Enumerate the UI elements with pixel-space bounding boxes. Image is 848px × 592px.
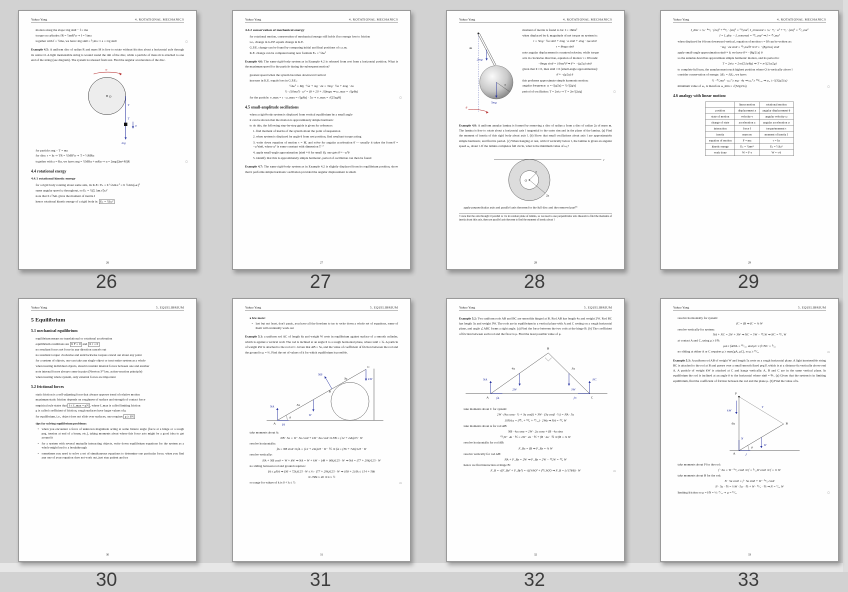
text-line: static friction is a self-adjusting force that always opposes trend of relative motion — [35, 392, 140, 397]
text-line: together with f = ½ma, we have: mg sinθ = ³⁄₂ma ⇒ a = ⅔g sinθ □ — [35, 39, 188, 43]
page-number-label-27: 27 — [309, 272, 332, 293]
segment-AB-label: 3a — [296, 402, 300, 407]
rod-length-label: 4a — [468, 45, 473, 50]
table-cell: state of motion — [706, 114, 735, 120]
text-line: take moments about P for the rod: — [677, 462, 721, 467]
rod-weight-label: W — [308, 412, 312, 417]
chapter-title: 5. EQUILIBRIUM — [155, 305, 184, 310]
rod-AB-length-label: 4a — [511, 366, 515, 371]
axis-l-label: l — [603, 157, 605, 162]
tension-label-2: T — [127, 116, 130, 121]
analogy-table — [705, 101, 793, 155]
solution-text-column — [518, 28, 616, 119]
theta-label: θ — [750, 445, 753, 450]
rod-peg-string-diagram — [673, 387, 826, 460]
example-label: Example 4.5: — [30, 48, 50, 52]
text-line: maximum static friction depends on roughness of surface and strength of contact force — [35, 398, 146, 402]
example-paragraph: Example 4.6: The same rigid-body system as in Example 4.2 is released from rest from a horizontal position. What is the maximum speed for the particle during the subsequent motion? — [244, 60, 398, 69]
section-heading: 5.1 mechanical equilibrium — [30, 328, 78, 333]
rod-AB-weight-label: 2W — [512, 387, 517, 392]
page-number-label-28: 28 — [523, 272, 546, 293]
page-body-bottom — [30, 148, 188, 204]
table-cell: mass m — [735, 132, 759, 138]
equation-line: ½Iω² = Mg · ½a + mg · 2a = 3mg · ½a + 4mg · 2a — [289, 84, 354, 88]
equation-line: NA + NB cosθ = W + kW ⇒ NA = W + kW − (48 + 96k)⁄125 · W ⇒ NA = (77 + 29k)⁄125 · W — [262, 458, 381, 463]
rod-weight-label: W — [763, 442, 767, 447]
text-line: equilibrium means no translational or rotational acceleration — [35, 336, 113, 341]
page-thumbnail-32[interactable] — [446, 298, 625, 562]
equation-line: NA + F_By = 2W ⇒ F_By = 2W − ¹³⁄₅W = ¹³⁄₈ W — [504, 457, 567, 462]
friction-A-label: fA — [281, 422, 285, 427]
equation-line: μA ≥ fA⁄NA = ¹⁵⁄₁₀₄ and μC ≥ fC⁄NC = ⁵⁄₃₂ — [723, 344, 776, 348]
page-thumbnail-33[interactable] — [660, 298, 839, 562]
sphere-radius-label: a — [504, 82, 506, 87]
table-cell: acceleration a — [735, 120, 759, 126]
text-line: moment of inertia is found to be: I = 16ma² — [522, 28, 578, 32]
right-strip — [843, 0, 848, 572]
equation-line: T = 2π⁄ω = 2π√(21a⁄8g) ⇒ T = π√(21a⁄2g) — [722, 62, 777, 66]
page-body-bottom — [245, 430, 402, 486]
qed-marker: □ — [613, 90, 616, 94]
boxed-formula: Eₖ = ½Iω² — [100, 199, 114, 204]
subsection-heading: 4.4.1 rotational kinetic energy — [30, 176, 76, 181]
qed-marker: □ — [827, 491, 830, 495]
rod-BC-weight-label: 3W — [570, 387, 576, 392]
qed-marker: □ — [827, 84, 830, 88]
table-cell: velocity v — [735, 114, 759, 120]
table-cell: displacement x — [735, 108, 759, 114]
table-cell: W = F·s — [735, 150, 759, 156]
table-cell: τ = Iα — [759, 138, 793, 144]
weight-label: mg — [121, 140, 126, 145]
page-thumbnail-30[interactable] — [18, 298, 197, 562]
table-cell: work done — [706, 150, 735, 156]
text-line: increase in K.E. equals loss in G.P.E.: — [249, 78, 298, 83]
alpha-label: α — [105, 67, 108, 72]
text-line: motion along the slope: mg sinθ − f = ma — [35, 28, 88, 32]
text-line: G.P.E. change can be found by comparing initial and final positions of c.o.m. — [249, 45, 348, 50]
table-cell: kinetic energy — [706, 144, 735, 150]
text-line: period of oscillation: T = 2π⁄ω ⇒ T = 2π√(2a⁄g) □ — [522, 89, 616, 94]
page-number-label-32: 32 — [523, 570, 546, 591]
qed-marker: □ — [185, 39, 188, 43]
equation-line: NB · 4a cosα = 2W · 2a cosα + fB · 4a sinα — [508, 429, 563, 434]
rod-weight-label: 2mg — [476, 57, 483, 62]
point-B-label: B — [785, 421, 788, 426]
sphere-weight-label: 5mg — [490, 100, 497, 105]
example-paragraph: Example 5.3: A uniform rod AB of weight W and length 5a rests on a rough horizontal plane. A light inextensible string BC is attached to the rod at B and passes over a small smooth fixed peg P, which is at a distance 6a vertically above end A. A particle of weight kW is attached at C and hangs vertically. A, B and C are in the same vertical plane. In equilibrium the rod is inclined at an angle θ to the horizontal where sinθ = ⅗. (a) Given that the system is in limiting equilibrium, find the coefficient of friction between the rod and the plane μ. (b) Find the value of k. — [672, 358, 826, 383]
point-C-label: C — [367, 364, 370, 369]
text-line: same angular speed ω throughout, so Eₖ = ½(Σ Δmᵢrᵢ²)ω² — [35, 188, 108, 193]
text-line: equilibrium conditions are Σ F = 0 and Σ τ = 0 — [35, 342, 99, 346]
page-thumbnail-26[interactable] — [18, 10, 197, 270]
author-name: Yuhao Yang — [244, 305, 262, 310]
page-number-label-29: 29 — [737, 272, 760, 293]
text-line: limiting friction so μ = f⁄N = ⅓ ⁄ ⁷⁄₁₀ ⇒ μ = ¹⁰⁄₂₁ □ — [677, 490, 830, 495]
equation-line: fA ≤ μNA ⇒ (36 + 72k)⁄125 · W ≤ ⅔ · (77 + 29k)⁄125 · W ⇒ 108 + 216k ≤ 154 + 58k — [268, 469, 375, 474]
equation-line: I_disc = ¼ · ⁴ᵐ⁄₃ · (2a)² + ⁴ᵐ⁄₃ · (2a)² = ²⁰⁄₃ma², I_removed = ¼ · ᵐ⁄₃ · a² + ᵐ⁄₃ · (2a)² = ¹⁷⁄₁₂ma² — [690, 28, 809, 32]
text-line: acts in clockwise direction, equation of motion τ = Iθ̈ reads: — [522, 56, 599, 60]
page-body — [31, 316, 184, 460]
page-body — [672, 28, 830, 98]
bullet-item: • when you encounter a force of unknown magnitude acting at some bizarre angle (force at a hinge or a rough peg, tension at end of a beam, etc.), taking moments about where this force acts might be a good idea to get around it — [42, 427, 184, 440]
text-line: greatest speed when the system becomes downward vertical — [249, 73, 326, 77]
text-line: no sliding at either A or C requires μ ≥ max(μA, μC), so μ ≥ ¹⁵⁄₃₂ □ — [677, 350, 830, 354]
point-B-label: B — [328, 389, 331, 394]
page-header — [673, 306, 826, 311]
table-cell: change of state — [706, 120, 735, 126]
text-line: for a system of objects, one can take any single object or treat entire system as a whole — [35, 358, 146, 363]
text-line: angular frequency: ω = √(g⁄2a) = ½√(2g⁄a) — [522, 84, 577, 88]
text-line: resolve horizontally for rod AB: — [463, 441, 505, 445]
boxed-formula: f ≤ f_max = μN — [68, 403, 89, 408]
example-4-8-text — [459, 123, 612, 149]
text-line: resolve vertically for rod AB: — [463, 452, 501, 456]
bold-lead-line: tips for solving equilibrium problems: — [35, 421, 87, 426]
text-line: resolve horizontally for system: — [677, 316, 718, 320]
bullet-item: • sometimes you need to solve a set of simultaneous equations to determine one particular force, when you find any one of your equation does not work out, just stay patient and try — [42, 451, 184, 460]
page-body-top — [459, 316, 612, 337]
page-header — [31, 306, 184, 311]
table-cell: Eₖ = ½Iω² — [759, 144, 793, 150]
page-number-label-26: 26 — [95, 272, 118, 293]
page-thumbnail-27[interactable] — [232, 10, 411, 270]
inner-radius-label: a — [535, 169, 537, 174]
page-header — [245, 306, 398, 311]
equation-line: fA = NB sinθ ⇒ fA = (12 + 24k)⁄25 · W · ⅗ ⇒ fA = (36 + 72k)⁄125 · W — [276, 447, 367, 451]
example-label: Example 4.6: — [244, 60, 264, 64]
page-number-label-31: 31 — [309, 570, 332, 591]
text-line: when a rigid-body system is displaced from vertical equilibrium by a small angle — [249, 113, 353, 117]
page-number-label-30: 30 — [95, 570, 118, 591]
normal-A-label: NA — [269, 404, 275, 409]
chapter-title: 4. ROTATIONAL MECHANICS — [134, 17, 184, 22]
segment-BC-label: 3a — [343, 376, 348, 381]
text-line: K.E. change can be computed using new formula Eₖ = ½Iω² — [249, 51, 326, 55]
example-paragraph: Example 5.2: Two uniform rods AB and BC are smoothly hinged at B. Rod AB has length 4a and weight 2W. Rod BC has length 3a and weight 3W. The rods are in equilibrium in a vertical plane with A and C resting on a rough horizontal plane, and angle ∠ABC forms a right angle. (a) Find the force between the two rods at the hinge B. (b) The coefficient of friction between each rod and the floor is μ. Find the least possible value of μ. — [458, 316, 612, 336]
normal-B-label: NB — [317, 372, 323, 377]
text-line: hence we find interaction at hinge B: — [463, 463, 511, 467]
equation-line: N · 5a · ⅘ = ⅓W · 5a · ⅗ + W · ⁵ᵃ⁄₂ · ⅘ ⇒ N = ⁷⁄₁₀ W — [715, 485, 784, 489]
accel-label: a — [134, 123, 137, 128]
text-line: consider conservation of energy: ΔEₖ = ΔEₚ, we have: — [677, 73, 747, 77]
equation-line: f · 6a = W · ⁵ᵃ⁄₂ cosθ ⇒ f = ⁵⁄₁₂W cosθ ⇒ f = ⅓ W — [718, 468, 781, 472]
tension-label-1: T — [127, 102, 130, 107]
page-body-top — [245, 316, 398, 355]
text-line: when treating whole system, only external forces are important — [35, 375, 116, 379]
section-heading: 4.5 small-amplitude oscillations — [244, 104, 299, 110]
example-paragraph: Example 5.1: a uniform rod AC of length 6a and weight W rests in equilibrium against surface of a smooth cylinder, which is against a vertical wall. The rod is inclined at an angle θ to a rough horizontal plane, where tanθ = ¾. A particle of weight kW is attached to the rod at C. Given that AB = 5a, and the value of coefficient of friction between the rod and the ground is μ = ⅔. Find the set of values of k for which equilibrium is possible. — [244, 335, 398, 355]
point-A-label: A — [486, 395, 489, 400]
text-line: torque on cylinder: fR = ½mR²α ⇒ f = ½ma — [35, 34, 92, 38]
chapter-title: 4. ROTATIONAL MECHANICS — [562, 17, 612, 22]
text-line: for the particle: v_max = r · ω_max = √(g⁄8a) · 5a ⇒ v_max = √(25ag⁄8) □ — [249, 95, 402, 100]
rod-BC-length-label: 3a — [571, 366, 575, 371]
example-label: Example 4.8: — [458, 123, 478, 128]
text-line: take moments about A for rod AB: — [463, 424, 508, 428]
outer-radius-label: 2a — [545, 193, 549, 198]
boxed-formula: Σ τ = 0 — [89, 342, 99, 346]
text-line: so range for values of k is 0 < k ≤ ½ □ — [249, 481, 402, 485]
equation-line: ½ · ²¹⁄₄ma² · ω₀² ≥ mg · 4a ⇒ ω₀² ≥ ³²ᵍ⁄₂₁ₐ ⇒ ω₀ ≥ √(32g⁄21a) — [711, 78, 788, 83]
text-line: no sliding between rod and ground requires: — [249, 464, 306, 468]
bullet-item: • for a system with several mutually interacting objects, write down equilibrium equations for the system as a whole might lead to a breakthrough — [42, 441, 184, 450]
equation-line: NA + NC = 2W + 3W ⇒ NC = 5W − ¹³⁄₅W ⇒ NC = ¹²⁄₅ W — [712, 333, 787, 337]
page-number: 27 — [319, 260, 323, 265]
page-header — [245, 18, 398, 23]
page-thumbnail-31[interactable] — [232, 298, 411, 562]
equation-line: N · 5a cosθ = f · 5a sinθ + W · ⁵ᵃ⁄₂ cosθ — [724, 479, 775, 483]
chapter-heading: 5 Equilibrium — [30, 316, 66, 323]
rod-cylinder-wall-diagram — [245, 359, 398, 429]
table-cell: linear motion — [735, 102, 759, 108]
page-body-top — [672, 316, 830, 384]
boxed-formula: Σ F = 0 — [71, 342, 81, 346]
numbered-item: 2. when system is displaced by angle θ from rest position, find resultant torque acting — [252, 135, 362, 139]
angle-label: θ — [465, 105, 468, 110]
text-line: given that θ ≈ 0, then sinθ ≈ θ (small-angle approximation): — [522, 67, 598, 71]
annulus-diagram — [459, 152, 612, 203]
height-6a-label: 6a — [731, 421, 735, 426]
table-cell: Eₖ = ½mv² — [735, 144, 759, 150]
page-body — [244, 28, 402, 175]
equation-line: F_B = √(F_Bx² + F_By²) = √((⅜W)² + (¹³⁄₈W)²) ⇒ F_B = (√178⁄8) · W □ — [490, 469, 616, 473]
author-name: Yuhao Yang — [30, 17, 48, 22]
text-line: take moments about A: — [249, 430, 279, 435]
friction-C-label: fC — [573, 395, 577, 400]
numbered-item: 3. write down equation of motion τ = Iθ̈, and solve for angular acceleration θ̈ — usually it takes the form θ̈ = −ω²sinθ, where ω² is some constant with dimension T⁻² — [252, 140, 398, 149]
equation-line: 10NA a = (²⁸⁄₅ + ⁵⁴⁄₅ + ²⁷⁄₁₀) · 2Wa ⇒ NA = ¹³⁄₅ W — [504, 418, 567, 423]
author-name: Yuhao Yang — [672, 17, 690, 22]
equation-line: τ = 5mg · ½a sinθ + 2mg · a sinθ + 2mg · ¼a sinθ — [533, 39, 597, 43]
section-heading: 5.2 frictional forces — [30, 384, 64, 389]
author-name: Yuhao Yang — [458, 17, 476, 22]
particle-weight-label: kW — [367, 376, 373, 381]
text-line: when displaced by θ from downward vertical, equation of motion τ = Iθ̈ can be written as: — [677, 39, 792, 44]
annulus-centre-label: O — [524, 178, 527, 183]
page-number: 32 — [533, 552, 537, 557]
equation-line: I = I_disc − I_removed = ⁶³⁄₁₂ma² ⇒ I = ²¹⁄₄ma² — [719, 34, 780, 38]
chapter-title: 5. EQUILIBRIUM — [797, 305, 826, 310]
example-label: Example 5.1: — [244, 335, 265, 339]
table-row — [706, 150, 794, 156]
equation-line: ¹³⁄₅W · 4a · ⅘ = 2W · 2a · ⅘ + fB · 4a · ⅗ ⇒ fB = ⅜ W — [500, 435, 571, 439]
normal-C-label: NC — [592, 377, 597, 382]
table-cell: interaction — [706, 126, 735, 132]
peg-P-label: P — [734, 391, 737, 396]
author-name: Yuhao Yang — [30, 305, 48, 310]
text-line: to do this, the following step-by-step guide is given for reference: — [249, 124, 333, 128]
section-heading: 4.6 analogy with linear motion: — [672, 93, 727, 98]
disc-string-diagram — [31, 66, 184, 146]
text-line: take moments about C for system: — [463, 407, 508, 411]
text-line: μ is called coefficient of friction, rough surfaces have larger values of μ — [35, 409, 127, 413]
page-body-top — [30, 28, 188, 63]
text-line: together with a = Rα, we have: mg = ½MRα + mRα ⇒ α = 2mg⁄(2m+M)R □ — [35, 159, 188, 164]
example-paragraph: Example 4.5: A uniform disc of radius R and mass M is free to rotate without friction about a horizontal axle through its centre O. A light inextensible string is wound round the rim of the disc, while a particle of mass m is attached to one end of the string (see diagram). The system is released from rest. Find the angular acceleration of the disc. — [30, 48, 184, 62]
text-line: for a rigid body rotating about some axis, its K.E.: Eₖ = Σ ½Δmᵢvᵢ² = Σ ½Δmᵢ(ωrᵢ)² — [35, 183, 140, 187]
text-line: minimum value of ω₀ is therefore ω_min = √(32g⁄21a) □ — [677, 84, 830, 88]
numbered-item: 5. identify that this is approximately simple harmonic, period of oscillation can then be found — [252, 156, 372, 160]
page-header — [459, 306, 612, 311]
subsection-heading: 4.4.2 conservation of mechanical energy — [244, 28, 305, 32]
normal-label: N — [740, 436, 744, 441]
table-cell: inertia — [706, 132, 735, 138]
equation-line: −8mga sinθ = 16ma²θ̈ ⇒ θ̈ = −(g⁄2a) sinθ — [538, 61, 592, 66]
point-A-label: A — [273, 421, 276, 426]
footnote: ¹⁵ note that the axis through O parallel to l is in rotation plane of lamina, so we need to use perpendicular axis theorem to find the moments of inertia about this axis, then use parallel axis theorem to find the moment of inertia about l — [458, 214, 612, 221]
author-name: Yuhao Yang — [244, 17, 262, 22]
text-line: note internal forces always come in pairs (Newton 3ʳᵈ law, action-reaction principle) — [35, 369, 143, 374]
chapter-title: 4. ROTATIONAL MECHANICS — [776, 17, 826, 22]
friction-label: f — [745, 452, 747, 457]
normal-A-label: NA — [482, 377, 488, 382]
text-line: for rotational motion, conservation of mechanical energy still holds if no energy loss to friction — [249, 34, 371, 39]
page-thumbnail-29[interactable] — [660, 10, 839, 270]
friction-A-label: fA — [496, 395, 500, 400]
table-cell: position — [706, 108, 735, 114]
equation-line: τ = 8mga sinθ — [555, 45, 574, 49]
text-line: i.e., change in G.P.E equals change in K.E. — [249, 40, 304, 44]
example-label: Example 4.7: — [244, 165, 264, 169]
page-thumbnail-28[interactable] — [446, 10, 625, 270]
text-line: no resultant force: net force in any direction cancels out — [35, 347, 107, 352]
hanging-weight-label: kW — [726, 408, 732, 413]
numbered-item: 4. apply small-angle approximation (sinθ ≈ θ for small θ), one gets θ̈ ≈ −ω²θ — [252, 150, 350, 155]
text-line: note angular displacement is counterclockwise, while torque — [522, 50, 599, 55]
equation-line: fC = fB ⇒ fC = ⅜ W — [736, 322, 763, 326]
text-line: when displaced by θ, magnitude of net torque on system is: — [522, 34, 598, 38]
centre-O-label: O — [108, 94, 112, 99]
tension-label: T — [761, 404, 764, 409]
bold-lead-line: a few more: — [249, 316, 266, 320]
qed-marker: □ — [613, 469, 616, 473]
text-line: for equilibrium, i.e., object does not slide over surfaces, one requires μ ≥ f⁄N — [35, 414, 134, 419]
table-cell: W = τ·θ — [759, 150, 793, 156]
author-name: Yuhao Yang — [458, 305, 476, 310]
page-number: 33 — [747, 552, 751, 557]
qed-marker: □ — [399, 481, 402, 485]
text-line: empirical rule states that f ≤ f_max = μN, where f_max is called limiting friction — [35, 403, 141, 408]
text-line: for disc: τ = Iα ⇒ TR = ½MR²α ⇒ T = ½MRα — [35, 154, 95, 158]
numbered-item: 1. find moment of inertia of the system about the point of suspension — [252, 129, 341, 133]
rod-sphere-pendulum-diagram — [459, 28, 515, 119]
text-line: take moments about B for the rod: — [677, 474, 722, 478]
theta-label: θ — [289, 415, 291, 420]
table-cell: F = ma — [735, 138, 759, 144]
text-line: resolve horizontally: — [249, 442, 276, 446]
hinged-rods-diagram — [459, 340, 612, 405]
point-C-label: C — [590, 395, 594, 400]
text-line: to complete full turn, the annulus must reach highest position where O is vertically above l — [677, 67, 793, 72]
example-paragraph: Example 4.8: A uniform annular lamina is formed by removing a disc of radius a from a disc of radius 2a of mass m. The lamina is free to rotate about a horizontal axis l tangential to the outer rim and in the plane of the lamina. (a) Find the moment of inertia of this rigid body about axis l. (b) Show that small oscillations about axis l are approximately simple harmonic, and find its period. (c) When hanging at rest, with O vertically below l, the lamina is given an angular speed ω₀ about l. If the lamina completes full circle, what is the minimum value of ω₀? — [458, 123, 612, 148]
page-number: 31 — [319, 552, 323, 557]
section-heading: 4.4 rotational energy — [30, 168, 67, 174]
table-cell: rotational motion — [759, 102, 793, 108]
chapter-title: 5. EQUILIBRIUM — [369, 305, 398, 310]
page-number: 29 — [747, 260, 751, 265]
chapter-title: 5. EQUILIBRIUM — [583, 305, 612, 310]
text-line: for particle: mg − T = ma — [35, 148, 68, 153]
text-line: apply small-angle approximation sinθ ≈ θ, we have θ̈ ≈ −(8g⁄21a) θ — [677, 51, 763, 55]
text-line: resolve vertically: — [249, 453, 273, 457]
page-number: 30 — [105, 552, 109, 557]
text-line: when treating individual objects, should consider internal forces between one and another — [35, 364, 150, 368]
boxed-formula: μ ≥ f⁄N — [124, 414, 134, 419]
table-cell: moment of inertia I — [759, 132, 793, 138]
table-cell: angular velocity ω — [759, 114, 793, 120]
equation-line: θ̈ ≈ −(g⁄2a) θ — [556, 73, 574, 77]
page-number-label-33: 33 — [737, 570, 760, 591]
page-body-bottom — [673, 462, 830, 495]
page-header — [31, 18, 184, 23]
page-body-bottom — [459, 205, 612, 221]
table-cell: equation of motion — [706, 138, 735, 144]
text-line: this performs approximate simple harmonic motion: — [522, 78, 589, 83]
qed-marker: □ — [827, 350, 830, 354]
page-body-bottom — [459, 407, 616, 473]
text-line: note that Σ rᵢ²Δmᵢ gives the moment of inertia I — [35, 194, 96, 198]
text-line: no resultant torque: clockwise and anticlockwise torques cancel out about any point — [35, 353, 142, 357]
text-line: apply perpendicular axis and parallel axis theorem for the full disc and the removed part¹⁵ — [463, 205, 578, 210]
page-number: 26 — [105, 260, 109, 265]
page-number: 28 — [533, 260, 537, 265]
example-label: Example 5.3: — [672, 358, 692, 363]
table-cell: angular acceleration α — [759, 120, 793, 126]
example-paragraph: Example 4.7: The same rigid-body system as in Example 4.2 is slightly displaced from its equilibrium position, show that it performs simple harmonic oscillation provided the angular displacement is small. — [244, 165, 398, 174]
equation-line: NB · 5a = W · 3a cosθ + kW · 6a cosθ ⇒ NB = (12 + 24k)⁄25 · W — [280, 436, 363, 440]
chapter-title: 4. ROTATIONAL MECHANICS — [348, 17, 398, 22]
text-line: so the annulus describes approximate simple harmonic motion, and its period is: — [677, 56, 780, 60]
qed-marker: □ — [185, 160, 188, 164]
bullet-item: • last but not least, don’t panic, you have all the freedom to try to write down a whole set of equations, some of them will eventually work out — [256, 322, 398, 331]
author-name: Yuhao Yang — [672, 305, 690, 310]
point-B-label: B — [546, 346, 550, 351]
equation-line: −mg · 2a sinθ = ²¹⁄₄ma²θ̈ ⇒ θ̈ = −(8g⁄21a) sinθ — [719, 45, 780, 49]
point-A-label: A — [732, 451, 736, 456]
text-line: hence rotational kinetic energy of a rigid body is: Eₖ = ½Iω² — [35, 199, 114, 204]
example-label: Example 5.2: — [458, 316, 478, 321]
table-cell: angular displacement θ — [759, 108, 793, 114]
table-cell: force f — [735, 126, 759, 132]
equation-line: ½ · (16ma²) · ω² = (8 + 20 + 10)mga ⇒ ω_max = √(g⁄8a) — [284, 90, 359, 94]
qed-marker: □ — [399, 96, 402, 100]
equation-line: 2W · (4a cosα · ½ + 3a cosβ) + 3W · (3a cosβ · ½) = NA · 5a — [497, 413, 574, 417]
equation-line: F_Bx = fB ⇒ F_Bx = ⅜ W — [518, 446, 553, 451]
table-cell: torque/moment τ — [759, 126, 793, 132]
page-header — [673, 18, 826, 23]
text-line: resolve vertically for system: — [677, 327, 715, 332]
page-header — [459, 18, 612, 23]
text-line: it can be shown that the motion is approximately simple harmonic — [249, 118, 334, 122]
equation-line: ⇒ 158k ≤ 46 ⇒ k ≤ ½ — [307, 475, 336, 479]
text-line: at contact A and C, using μ ≥ f⁄N: — [677, 338, 720, 343]
